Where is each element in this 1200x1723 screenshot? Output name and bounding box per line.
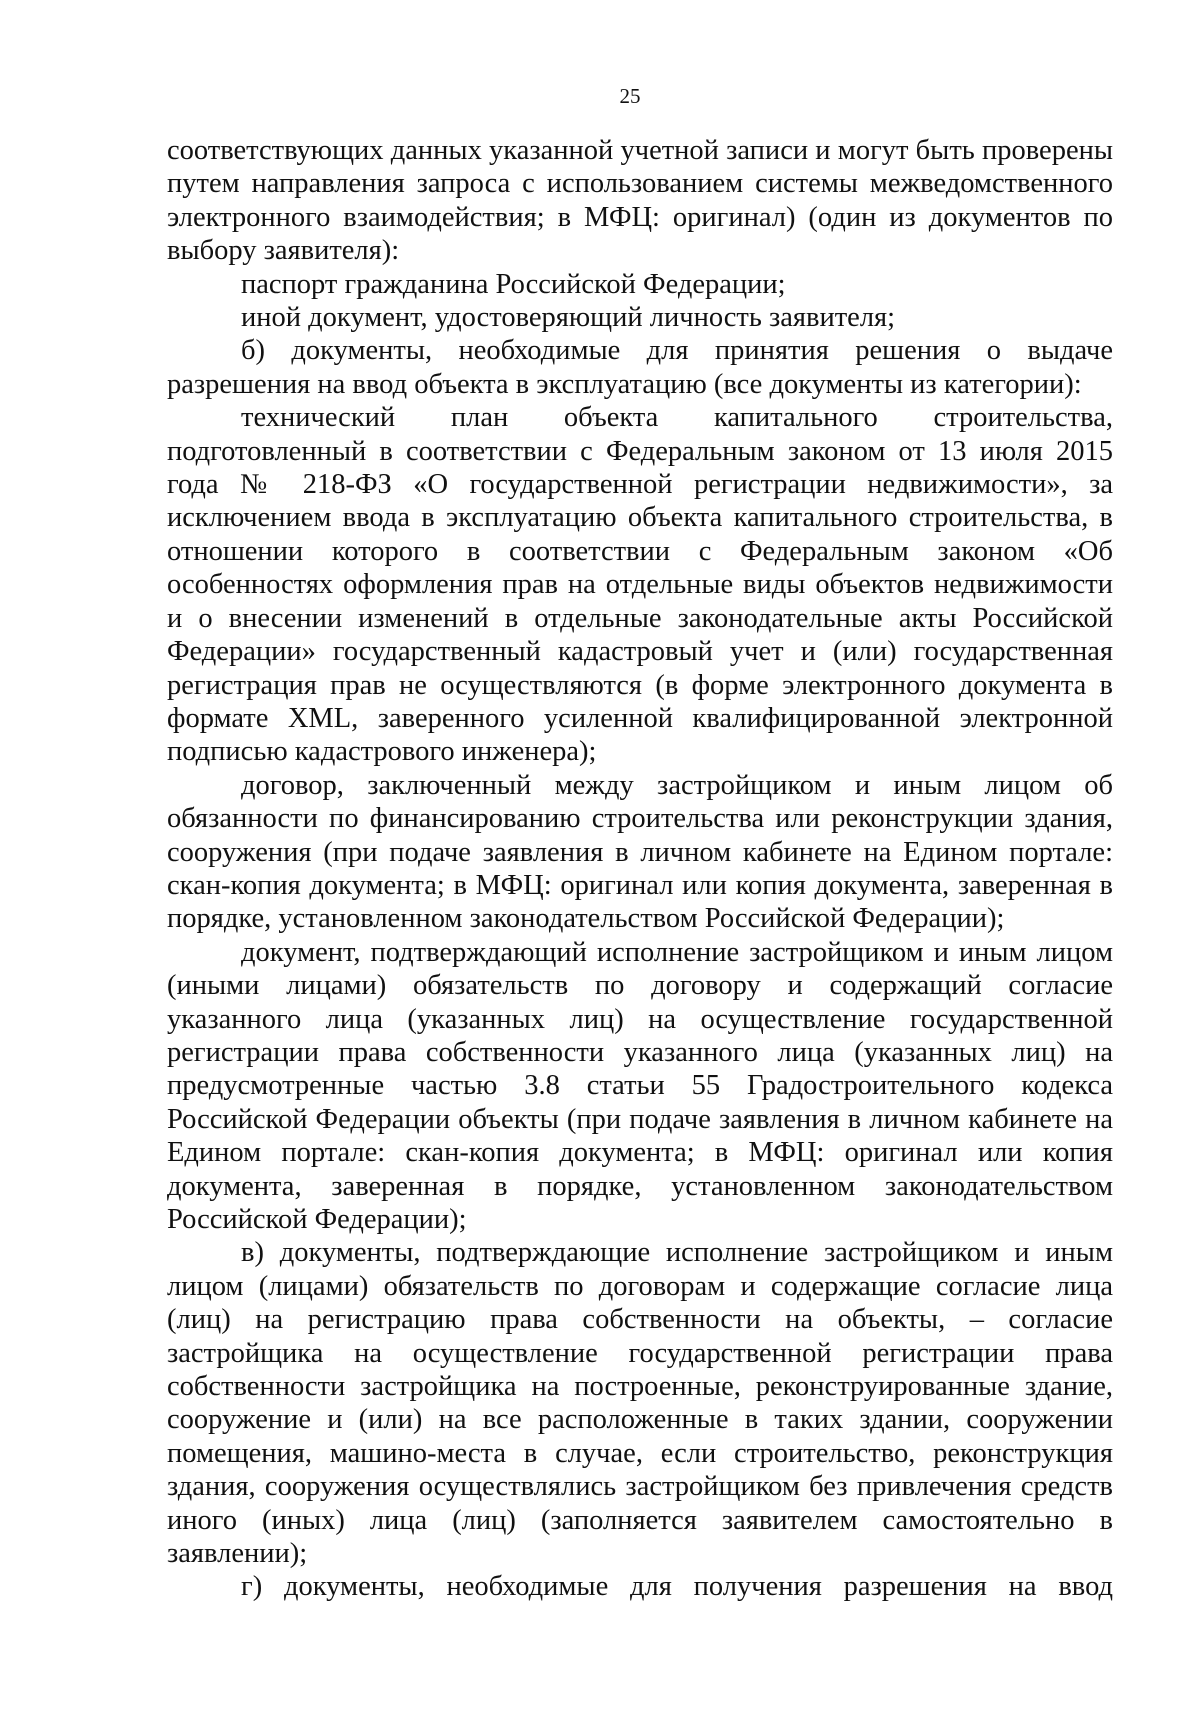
paragraph-continuation: соответствующих данных указанной учетной записи и могут быть проверены путем направления запроса с использованием системы межведомственного электронного взаимодействия; в МФЦ: оригинал) (один из документов по выбору заявителя): (167, 135, 1113, 267)
paragraph-item-v: в) документы, подтверждающие исполнение застройщиком и иным лицом (лицами) обязательств по договорам и содержащие согласие лица (лиц) на регистрацию права собственности на объекты, – согласие застройщика на осуществление государственной регистрации права собственности застройщика на построенные, реконструированные здание, сооружение и (или) на все расположенные в таких здании, сооружении помещения, машино-места в случае, если строительство, реконструкция здания, сооружения осуществлялись застройщиком без привлечения средств иного (иных) лица (лиц) (заполняется заявителем самостоятельно в заявлении); (167, 1237, 1113, 1570)
paragraph-contract: договор, заключенный между застройщиком и иным лицом об обязанности по финансированию строительства или реконструкции здания, сооружения (при подаче заявления в личном кабинете на Едином портале: скан-копия документа; в МФЦ: оригинал или копия документа, заверенная в порядке, установленном законодательством Российской Федерации); (167, 769, 1113, 935)
paragraph-obligations-document: документ, подтверждающий исполнение застройщиком и иным лицом (иными лицами) обязательств по договору и содержащий согласие указанного лица (указанных лиц) на осуществление государственной регистрации права собственности указанного лица (указанных лиц) на предусмотренные частью 3.8 статьи 55 Градостроительного кодекса Российской Федерации объекты (при подаче заявления в личном кабинете на Едином портале: скан-копия документа; в МФЦ: оригинал или копия документа, заверенная в порядке, установленном законодательством Российской Федерации); (167, 936, 1113, 1235)
paragraph-other-id: иной документ, удостоверяющий личность заявителя; (241, 302, 896, 334)
document-body (167, 134, 1113, 1604)
paragraph-technical-plan: технический план объекта капитального строительства, подготовленный в соответствии с Федеральным законом от 13 июля 2015 года № 218-ФЗ «О государственной регистрации недвижимости», за исключением ввода в эксплуатацию объекта капитального строительства, в отношении которого в соответствии с Федеральным законом «Об особенностях оформления прав на отдельные виды объектов недвижимости и о внесении изменений в отдельные законодательные акты Российской Федерации» государственный кадастровый учет и (или) государственная регистрация прав не осуществляются (в форме электронного документа в формате XML, заверенного усиленной квалифицированной электронной подписью кадастрового инженера); (167, 402, 1113, 768)
page-number: 25 (619, 84, 641, 108)
paragraph-item-b: б) документы, необходимые для принятия решения о выдаче разрешения на ввод объекта в эксплуатацию (все документы из категории): (167, 335, 1113, 400)
paragraph-passport: паспорт гражданина Российской Федерации; (241, 268, 786, 300)
paragraph-item-g: г) документы, необходимые для получения разрешения на ввод (241, 1571, 1113, 1603)
